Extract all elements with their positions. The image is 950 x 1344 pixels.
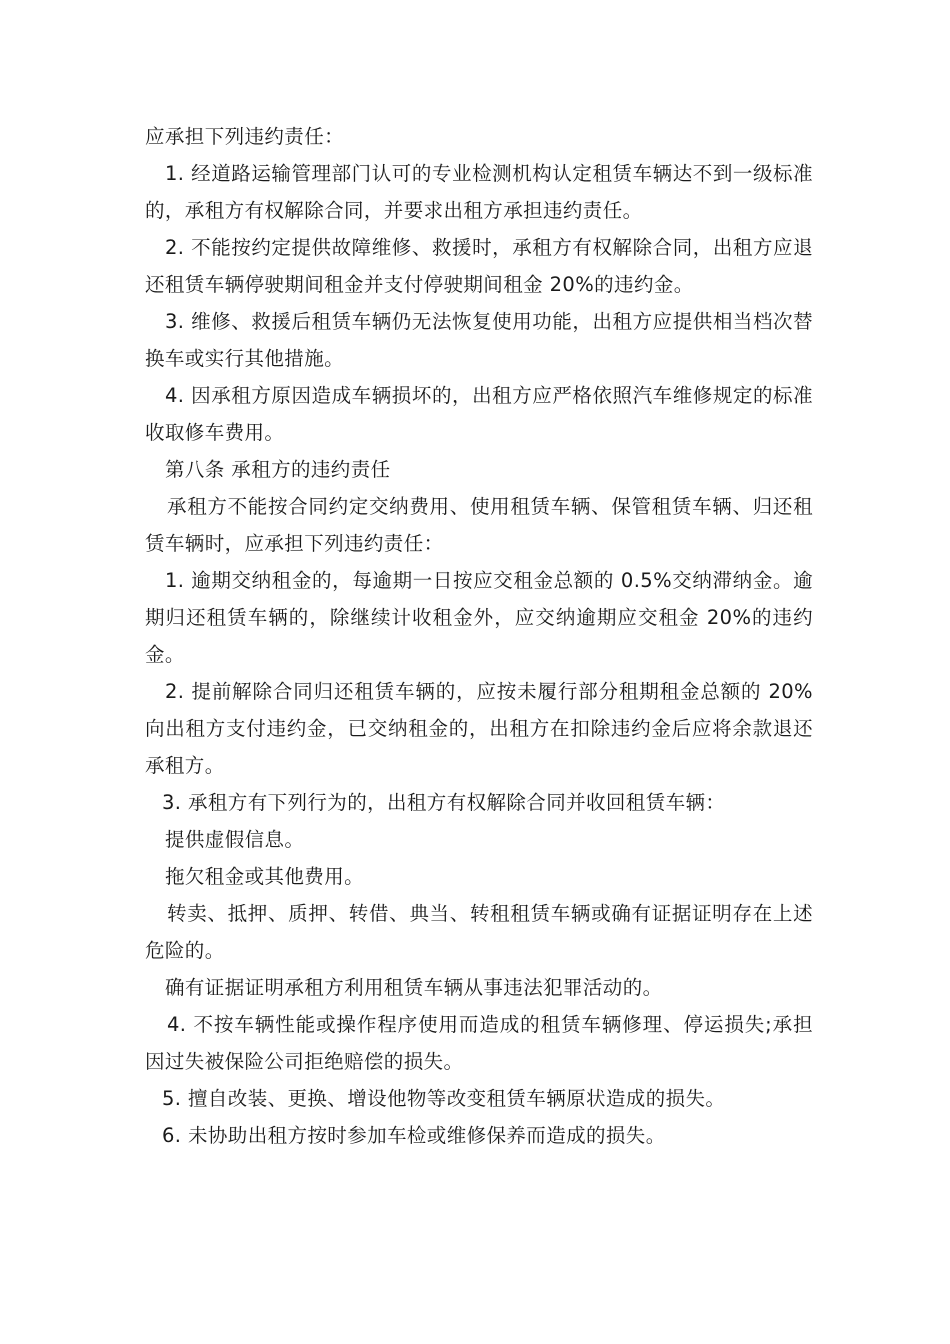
paragraph-intro: 应承担下列违约责任： (145, 125, 345, 148)
paragraph-subitem-illegal-use: 确有证据证明承租方利用租赁车辆从事违法犯罪活动的。 (165, 976, 663, 999)
paragraph-lessee-item-3: 3. 承租方有下列行为的，出租方有权解除合同并收回租赁车辆： (162, 791, 726, 814)
paragraph-lessee-item-6: 6. 未协助出租方按时参加车检或维修保养而造成的损失。 (162, 1124, 666, 1147)
paragraph-lessor-item-3: 3. 维修、救援后租赁车辆仍无法恢复使用功能，出租方应提供相当档次替换车或实行其他措施。 (145, 310, 813, 370)
paragraph-subitem-transfer: 转卖、抵押、质押、转借、典当、转租租赁车辆或确有证据证明存在上述危险的。 (145, 902, 813, 962)
paragraph-lessor-item-4: 4. 因承租方原因造成车辆损坏的，出租方应严格依照汽车维修规定的标准收取修车费用。 (145, 384, 813, 444)
paragraph-lessor-item-1: 1. 经道路运输管理部门认可的专业检测机构认定租赁车辆达不到一级标准的，承租方有权解除合同，并要求出租方承担违约责任。 (145, 162, 813, 222)
section-heading-article-8: 第八条 承租方的违约责任 (165, 458, 391, 481)
paragraph-lessee-item-1: 1. 逾期交纳租金的，每逾期一日按应交租金总额的 0.5%交纳滞纳金。逾期归还租赁车辆的，除继续计收租金外，应交纳逾期应交租金 20%的违约金。 (145, 569, 813, 666)
paragraph-lessee-item-4: 4. 不按车辆性能或操作程序使用而造成的租赁车辆修理、停运损失;承担因过失被保险公司拒绝赔偿的损失。 (145, 1013, 813, 1073)
paragraph-lessee-item-5: 5. 擅自改装、更换、增设他物等改变租赁车辆原状造成的损失。 (162, 1087, 726, 1110)
document-body (145, 118, 813, 1154)
paragraph-lessor-item-2: 2. 不能按约定提供故障维修、救援时，承租方有权解除合同，出租方应退还租赁车辆停驶期间租金并支付停驶期间租金 20%的违约金。 (145, 236, 813, 296)
paragraph-lessee-intro: 承租方不能按合同约定交纳费用、使用租赁车辆、保管租赁车辆、归还租赁车辆时，应承担下列违约责任： (145, 495, 813, 555)
paragraph-subitem-false-info: 提供虚假信息。 (165, 828, 305, 851)
paragraph-lessee-item-2: 2. 提前解除合同归还租赁车辆的，应按未履行部分租期租金总额的 20%向出租方支付违约金，已交纳租金的，出租方在扣除违约金后应将余款退还承租方。 (145, 680, 813, 777)
paragraph-subitem-arrears: 拖欠租金或其他费用。 (165, 865, 365, 888)
